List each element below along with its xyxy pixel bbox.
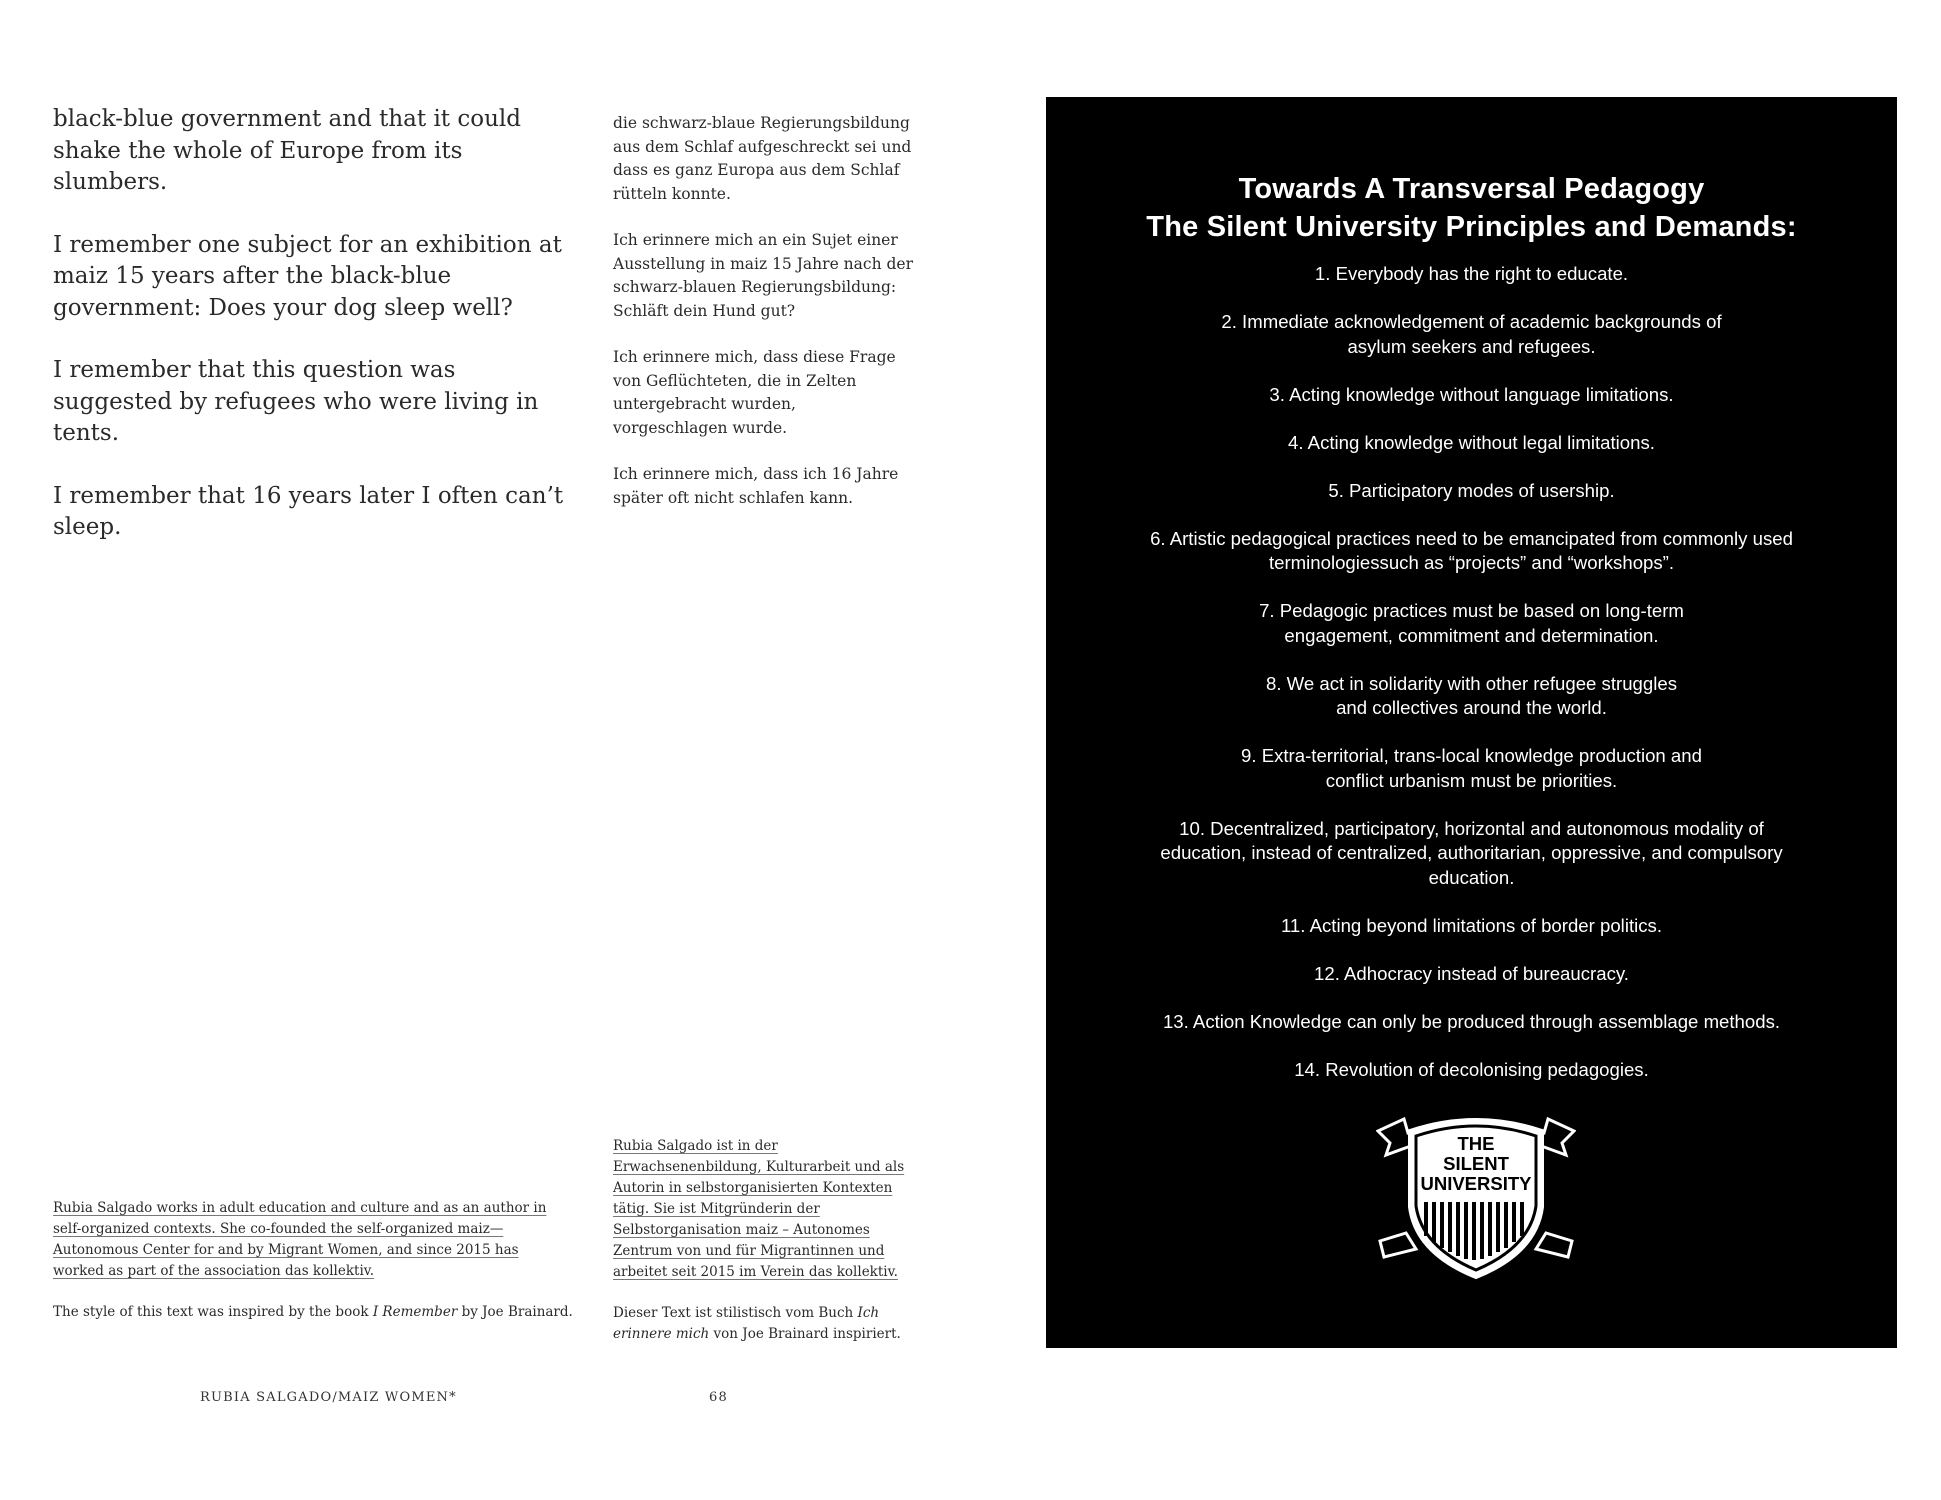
english-paragraph: I remember that this question was suggested by refugees who were living in tents. <box>53 357 539 446</box>
german-credit-line: Dieser Text ist stilistisch vom Buch Ich erinnere mich von Joe Brainard inspiriert. <box>613 1305 901 1342</box>
english-paragraph: I remember that 16 years later I often can’t sleep. <box>53 482 564 540</box>
logo-text-line: SILENT <box>1443 1153 1509 1174</box>
german-author-bio: Rubia Salgado ist in der Erwachsenenbildung, Kulturarbeit und als Autorin in selbstorganisierten Kontexten tätig. Sie ist Mitgründerin der Selbstorganisation maiz – Autonomes Zentrum von und für Migrantinnen und arbeitet seit 2015 im Verein das kollektiv. <box>613 1138 905 1280</box>
english-author-note <box>53 1198 573 1323</box>
english-credit-line: The style of this text was inspired by the book I Remember by Joe Brainard. <box>53 1304 573 1320</box>
logo-text-line: UNIVERSITY <box>1420 1173 1532 1194</box>
principle-item: 13. Action Knowledge can only be produced through assemblage methods. <box>1162 1010 1781 1032</box>
german-paragraph: die schwarz-blaue Regierungsbildung aus dem Schlaf aufgeschreckt sei und dass es ganz Europa aus dem Schlaf rütteln konnte. <box>613 114 912 203</box>
principle-item: 6. Artistic pedagogical practices need to be emancipated from commonly used terminologiessuch as “projects” and “workshops”. <box>1150 527 1793 573</box>
principle-item: 7. Pedagogic practices must be based on long-term engagement, commitment and determination. <box>1259 600 1684 646</box>
german-paragraph: Ich erinnere mich, dass diese Frage von Geflüchteten, die in Zelten untergebracht wurden, vorgeschlagen wurde. <box>613 348 896 437</box>
principle-item: 12. Adhocracy instead of bureaucracy. <box>1314 962 1629 984</box>
german-book-title: Ich erinnere mich <box>613 1305 880 1342</box>
poster-title-line: The Silent University Principles and Demands: <box>1146 211 1797 243</box>
poster-title <box>1046 170 1897 246</box>
silent-university-logo <box>1376 1109 1576 1281</box>
principle-item: 14. Revolution of decolonising pedagogies. <box>1294 1058 1649 1080</box>
principle-item: 3. Acting knowledge without language limitations. <box>1269 383 1674 405</box>
english-text-column <box>53 104 573 544</box>
silent-university-poster <box>1046 97 1897 1348</box>
principle-item: 10. Decentralized, participatory, horizontal and autonomous modality of education, instead of centralized, authoritarian, oppressive, and compulsory education. <box>1160 817 1783 888</box>
principle-item: 11. Acting beyond limitations of border politics. <box>1280 914 1663 936</box>
english-book-title: I Remember <box>372 1304 458 1320</box>
english-author-bio: Rubia Salgado works in adult education and culture and as an author in self-organized contexts. She co-founded the self-organized maiz—Autonomous Center for and by Migrant Women, and since 2015 has worked as part of the association das kollektiv. <box>53 1200 547 1279</box>
principle-item: 9. Extra-territorial, trans-local knowledge production and conflict urbanism must be priorities. <box>1241 745 1702 791</box>
german-paragraph: Ich erinnere mich, dass ich 16 Jahre später oft nicht schlafen kann. <box>613 465 899 507</box>
principle-item: 1. Everybody has the right to educate. <box>1314 263 1629 284</box>
german-paragraph: Ich erinnere mich an ein Sujet einer Ausstellung in maiz 15 Jahre nach der schwarz-blauen Regierungsbildung: Schläft dein Hund gut? <box>613 231 913 320</box>
german-author-note <box>613 1136 913 1345</box>
logo-text-line: THE <box>1457 1133 1495 1154</box>
english-paragraph: I remember one subject for an exhibition at maiz 15 years after the black-blue government: Does your dog sleep well? <box>53 231 562 321</box>
german-text-column <box>613 112 913 510</box>
footer-author: RUBIA SALGADO/MAIZ WOMEN* <box>200 1390 457 1405</box>
principle-item: 8. We act in solidarity with other refugee struggles and collectives around the world. <box>1266 672 1677 718</box>
poster-title-line: Towards A Transversal Pedagogy <box>1238 173 1705 205</box>
english-paragraph: black-blue government and that it could shake the whole of Europe from its slumbers. <box>53 106 521 195</box>
principles-list <box>1086 262 1857 1106</box>
principle-item: 2. Immediate acknowledgement of academic backgrounds of asylum seekers and refugees. <box>1221 311 1722 357</box>
page-number: 68 <box>709 1390 728 1405</box>
principle-item: 5. Participatory modes of usership. <box>1328 479 1615 501</box>
principle-item: 4. Acting knowledge without legal limitations. <box>1288 431 1655 453</box>
